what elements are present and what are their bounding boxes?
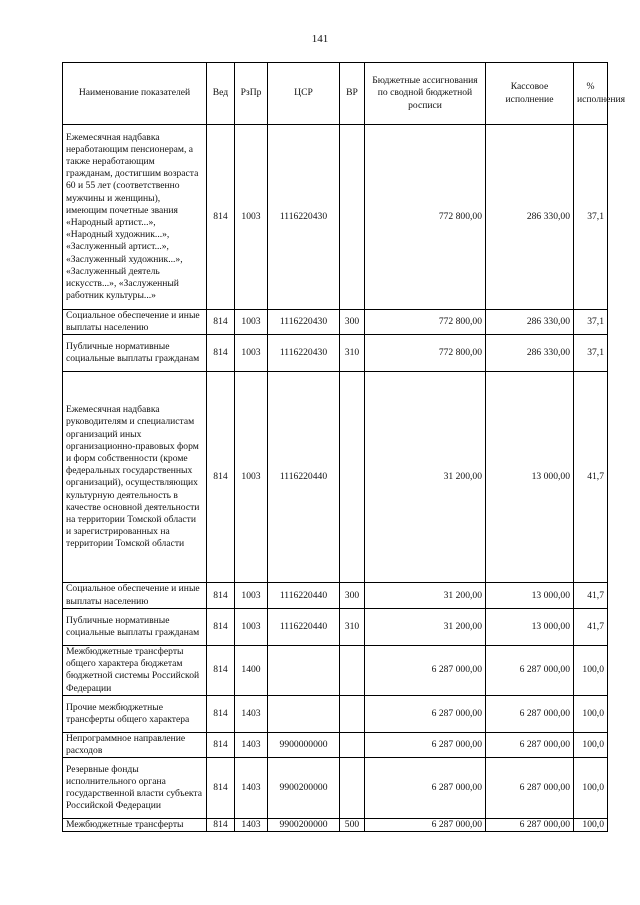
row-name: Межбюджетные трансферты [63, 819, 207, 832]
row-ved: 814 [207, 819, 235, 832]
row-name: Социальное обеспечение и иные выплаты населению [63, 310, 207, 335]
row-percent: 100,0 [574, 645, 608, 695]
row-csr [268, 695, 340, 732]
row-cash: 286 330,00 [486, 125, 574, 310]
row-cash: 13 000,00 [486, 608, 574, 645]
row-rzpr: 1003 [235, 583, 268, 608]
header-ved: Вед [207, 63, 235, 125]
row-percent: 100,0 [574, 732, 608, 757]
table-row [63, 732, 608, 757]
row-ved: 814 [207, 372, 235, 583]
row-percent: 41,7 [574, 608, 608, 645]
row-percent: 41,7 [574, 583, 608, 608]
table-row [63, 695, 608, 732]
row-vr [340, 645, 365, 695]
row-rzpr: 1403 [235, 695, 268, 732]
table-row [63, 758, 608, 819]
row-ved: 814 [207, 125, 235, 310]
row-name: Ежемесячная надбавка неработающим пенсионерам, а также неработающим гражданам, достигшим возраста 60 и 55 лет (соответственно мужчины и женщины), имеющим почетные звания «Народный артист...», «Народный художник...», «Заслуженный артист...», «Заслуженный художник...», «Заслуженный деятель искусств...», «Заслуженный работник культуры...» [63, 125, 207, 310]
row-vr [340, 758, 365, 819]
row-rzpr: 1003 [235, 310, 268, 335]
row-name: Межбюджетные трансферты общего характера бюджетам бюджетной системы Российской Федерации [63, 645, 207, 695]
table-row [63, 310, 608, 335]
header-name: Наименование показателей [63, 63, 207, 125]
row-rzpr: 1400 [235, 645, 268, 695]
row-cash: 13 000,00 [486, 372, 574, 583]
row-budget: 772 800,00 [365, 310, 486, 335]
header-budget: Бюджетные ассигнования по сводной бюджетной росписи [365, 63, 486, 125]
row-vr [340, 372, 365, 583]
row-vr: 300 [340, 310, 365, 335]
row-name: Публичные нормативные социальные выплаты гражданам [63, 335, 207, 372]
row-cash: 6 287 000,00 [486, 695, 574, 732]
row-csr: 1116220430 [268, 125, 340, 310]
header-cash: Кассовое исполнение [486, 63, 574, 125]
row-ved: 814 [207, 758, 235, 819]
row-vr: 310 [340, 335, 365, 372]
row-vr: 310 [340, 608, 365, 645]
table-row [63, 372, 608, 583]
row-rzpr: 1403 [235, 819, 268, 832]
row-cash: 6 287 000,00 [486, 732, 574, 757]
row-budget: 31 200,00 [365, 608, 486, 645]
row-percent: 100,0 [574, 695, 608, 732]
row-cash: 286 330,00 [486, 310, 574, 335]
row-ved: 814 [207, 732, 235, 757]
row-name: Прочие межбюджетные трансферты общего характера [63, 695, 207, 732]
header-row [63, 63, 608, 125]
row-csr: 1116220430 [268, 335, 340, 372]
row-percent: 41,7 [574, 372, 608, 583]
row-name: Резервные фонды исполнительного органа государственной власти субъекта Российской Федерации [63, 758, 207, 819]
header-percent: % исполнения [574, 63, 608, 125]
row-rzpr: 1003 [235, 125, 268, 310]
row-rzpr: 1403 [235, 758, 268, 819]
row-ved: 814 [207, 608, 235, 645]
row-rzpr: 1003 [235, 335, 268, 372]
row-ved: 814 [207, 583, 235, 608]
row-rzpr: 1003 [235, 608, 268, 645]
table-row [63, 125, 608, 310]
row-name: Непрограммное направление расходов [63, 732, 207, 757]
row-cash: 6 287 000,00 [486, 819, 574, 832]
row-budget: 31 200,00 [365, 583, 486, 608]
row-vr [340, 695, 365, 732]
row-budget: 772 800,00 [365, 335, 486, 372]
row-cash: 6 287 000,00 [486, 758, 574, 819]
row-csr: 1116220440 [268, 608, 340, 645]
row-name: Публичные нормативные социальные выплаты гражданам [63, 608, 207, 645]
header-rzpr: РзПр [235, 63, 268, 125]
row-ved: 814 [207, 310, 235, 335]
header-vr: ВР [340, 63, 365, 125]
row-cash: 13 000,00 [486, 583, 574, 608]
header-csr: ЦСР [268, 63, 340, 125]
table-row [63, 608, 608, 645]
row-rzpr: 1403 [235, 732, 268, 757]
row-name: Ежемесячная надбавка руководителям и специалистам организаций иных организационно-правовых форм и форм собственности (кроме федеральных государственных организаций), осуществляющих культурную деятельность в качестве основной деятельности на территории Томской области и зарегистрированных на территории Томской области [63, 372, 207, 583]
row-percent: 37,1 [574, 310, 608, 335]
row-csr: 9900200000 [268, 819, 340, 832]
table-row [63, 819, 608, 832]
row-ved: 814 [207, 645, 235, 695]
row-csr [268, 645, 340, 695]
row-budget: 6 287 000,00 [365, 695, 486, 732]
table-row [63, 583, 608, 608]
row-csr: 1116220440 [268, 583, 340, 608]
table-row [63, 645, 608, 695]
row-percent: 37,1 [574, 335, 608, 372]
row-csr: 9900000000 [268, 732, 340, 757]
row-budget: 772 800,00 [365, 125, 486, 310]
row-cash: 6 287 000,00 [486, 645, 574, 695]
page-number: 141 [311, 33, 329, 45]
row-ved: 814 [207, 695, 235, 732]
row-csr: 1116220430 [268, 310, 340, 335]
row-csr: 9900200000 [268, 758, 340, 819]
row-name: Социальное обеспечение и иные выплаты населению [63, 583, 207, 608]
row-budget: 6 287 000,00 [365, 819, 486, 832]
row-cash: 286 330,00 [486, 335, 574, 372]
row-budget: 31 200,00 [365, 372, 486, 583]
row-vr: 300 [340, 583, 365, 608]
budget-execution-table [62, 62, 626, 832]
row-ved: 814 [207, 335, 235, 372]
row-percent: 37,1 [574, 125, 608, 310]
row-percent: 100,0 [574, 819, 608, 832]
row-vr [340, 732, 365, 757]
table-row [63, 335, 608, 372]
row-budget: 6 287 000,00 [365, 732, 486, 757]
row-rzpr: 1003 [235, 372, 268, 583]
row-budget: 6 287 000,00 [365, 645, 486, 695]
row-percent: 100,0 [574, 758, 608, 819]
row-vr [340, 125, 365, 310]
row-budget: 6 287 000,00 [365, 758, 486, 819]
row-csr: 1116220440 [268, 372, 340, 583]
row-vr: 500 [340, 819, 365, 832]
